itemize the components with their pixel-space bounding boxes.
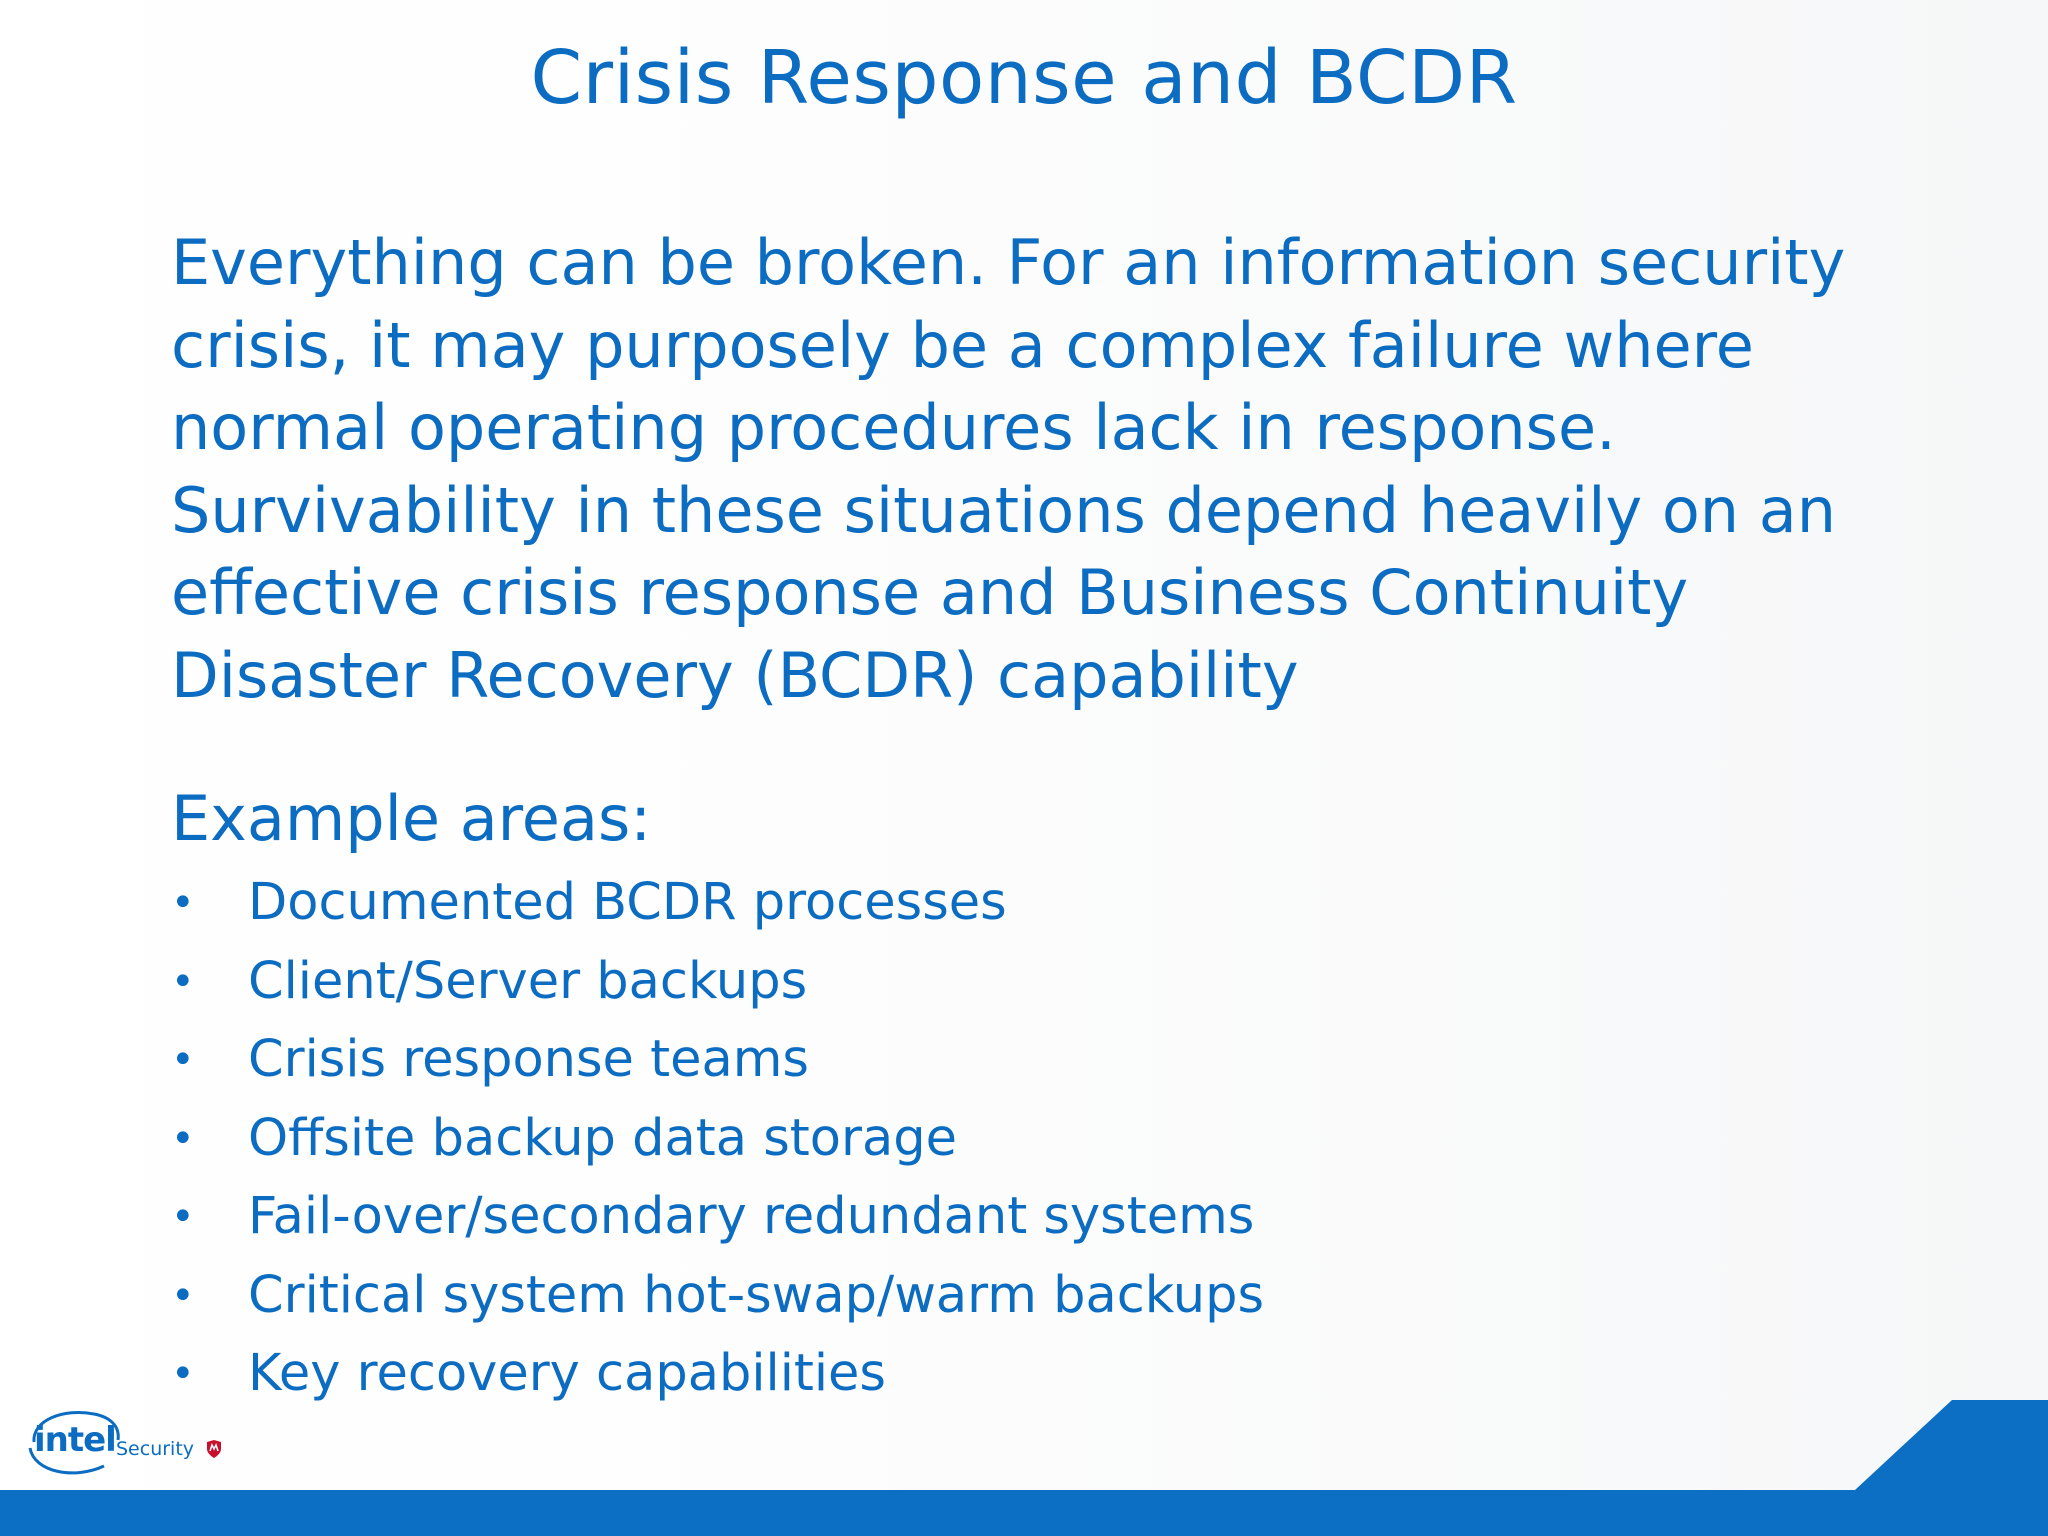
bullet-text: Documented BCDR processes — [248, 873, 1007, 932]
bullet-icon: • — [171, 1194, 195, 1240]
section-heading: Example areas: — [171, 782, 652, 855]
mcafee-shield-icon — [206, 1440, 222, 1458]
bullet-icon: • — [171, 958, 195, 1005]
bullet-text: Critical system hot-swap/warm backups — [248, 1265, 1265, 1325]
logo-product-text: Security — [116, 1438, 195, 1460]
body-line: normal operating procedures lack in response. — [171, 391, 1616, 464]
slide-title: Crisis Response and BCDR — [530, 35, 1518, 121]
logo-brand-text: intel — [34, 1420, 116, 1460]
bullet-text: Offsite backup data storage — [248, 1108, 957, 1168]
body-line: Survivability in these situations depend heavily on an — [171, 473, 1837, 547]
bullet-text: Key recovery capabilities — [248, 1344, 886, 1403]
body-paragraph — [171, 222, 1871, 717]
body-line: Everything can be broken. For an information security — [171, 226, 1846, 299]
bullet-icon: • — [171, 1351, 195, 1397]
body-line: crisis, it may purposely be a complex failure where — [171, 308, 1754, 382]
bullet-icon: • — [171, 880, 195, 926]
bullet-text: Crisis response teams — [248, 1030, 809, 1089]
intel-security-logo — [24, 1402, 224, 1482]
bullet-text: Client/Server backups — [248, 951, 808, 1011]
body-line: Disaster Recovery (BCDR) capability — [171, 638, 1299, 712]
bullet-text: Fail-over/secondary redundant systems — [248, 1187, 1255, 1246]
bullet-icon: • — [171, 1272, 195, 1319]
body-line: effective crisis response and Business Continuity — [171, 556, 1689, 629]
bullet-icon: • — [171, 1037, 195, 1083]
bullet-icon: • — [171, 1115, 195, 1162]
